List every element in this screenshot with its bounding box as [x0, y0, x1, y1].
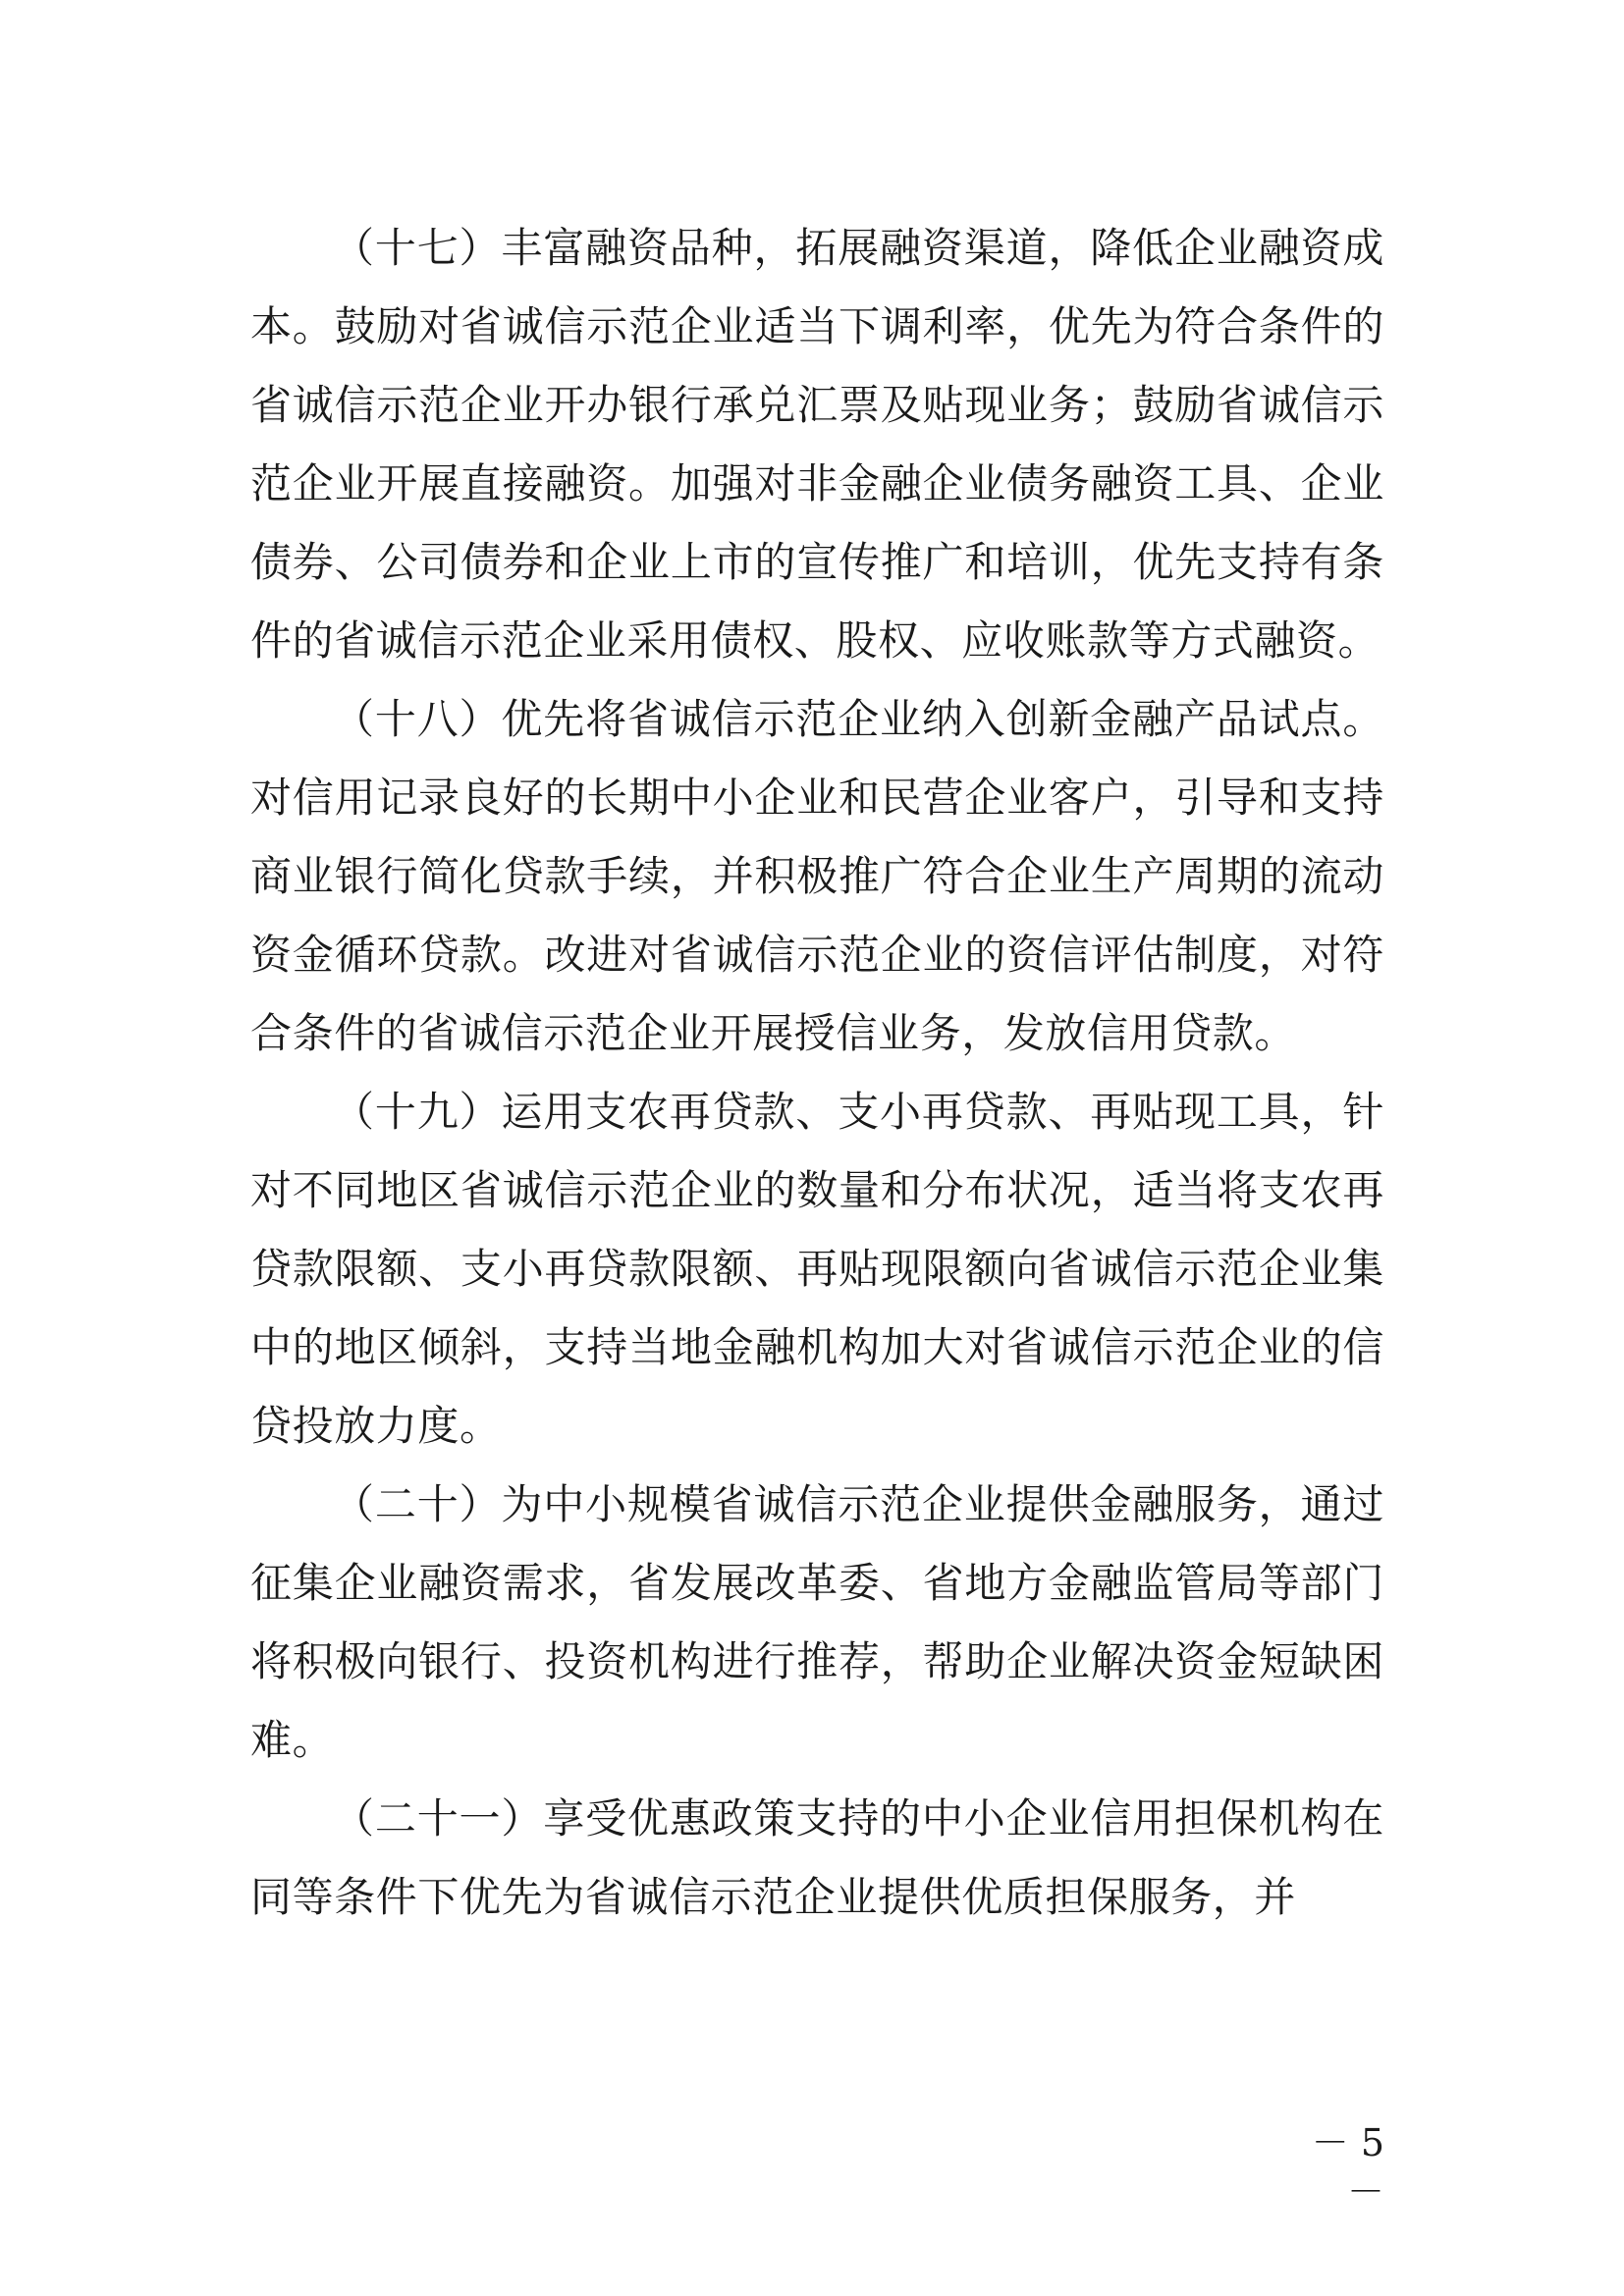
- paragraph-17: （十七）丰富融资品种，拓展融资渠道，降低企业融资成本。鼓励对省诚信示范企业适当下调利率，优先为符合条件的省诚信示范企业开办银行承兑汇票及贴现业务；鼓励省诚信示范企业开展直接融资。加强对非金融企业债务融资工具、企业债券、公司债券和企业上市的宣传推广和培训，优先支持有条件的省诚信示范企业采用债权、股权、应收账款等方式融资。: [250, 224, 1384, 665]
- paragraph-21: （二十一）享受优惠政策支持的中小企业信用担保机构在同等条件下优先为省诚信示范企业提供优质担保服务，并: [250, 1794, 1384, 1921]
- paragraph-20: （二十）为中小规模省诚信示范企业提供金融服务，通过征集企业融资需求，省发展改革委、省地方金融监管局等部门将积极向银行、投资机构进行推荐，帮助企业解决资金短缺困难。: [250, 1480, 1384, 1764]
- paragraph-18: （十八）优先将省诚信示范企业纳入创新金融产品试点。对信用记录良好的长期中小企业和民营企业客户，引导和支持商业银行简化贷款手续，并积极推广符合企业生产周期的流动资金循环贷款。改进对省诚信示范企业的资信评估制度，对符合条件的省诚信示范企业开展授信业务，发放信用贷款。: [250, 695, 1384, 1057]
- paragraph-19: （十九）运用支农再贷款、支小再贷款、再贴现工具，针对不同地区省诚信示范企业的数量和分布状况，适当将支农再贷款限额、支小再贷款限额、再贴现限额向省诚信示范企业集中的地区倾斜，支持当地金融机构加大对省诚信示范企业的信贷投放力度。: [250, 1088, 1384, 1450]
- document-body: [250, 209, 1384, 1937]
- page-number: － 5 －: [1311, 2121, 1384, 2214]
